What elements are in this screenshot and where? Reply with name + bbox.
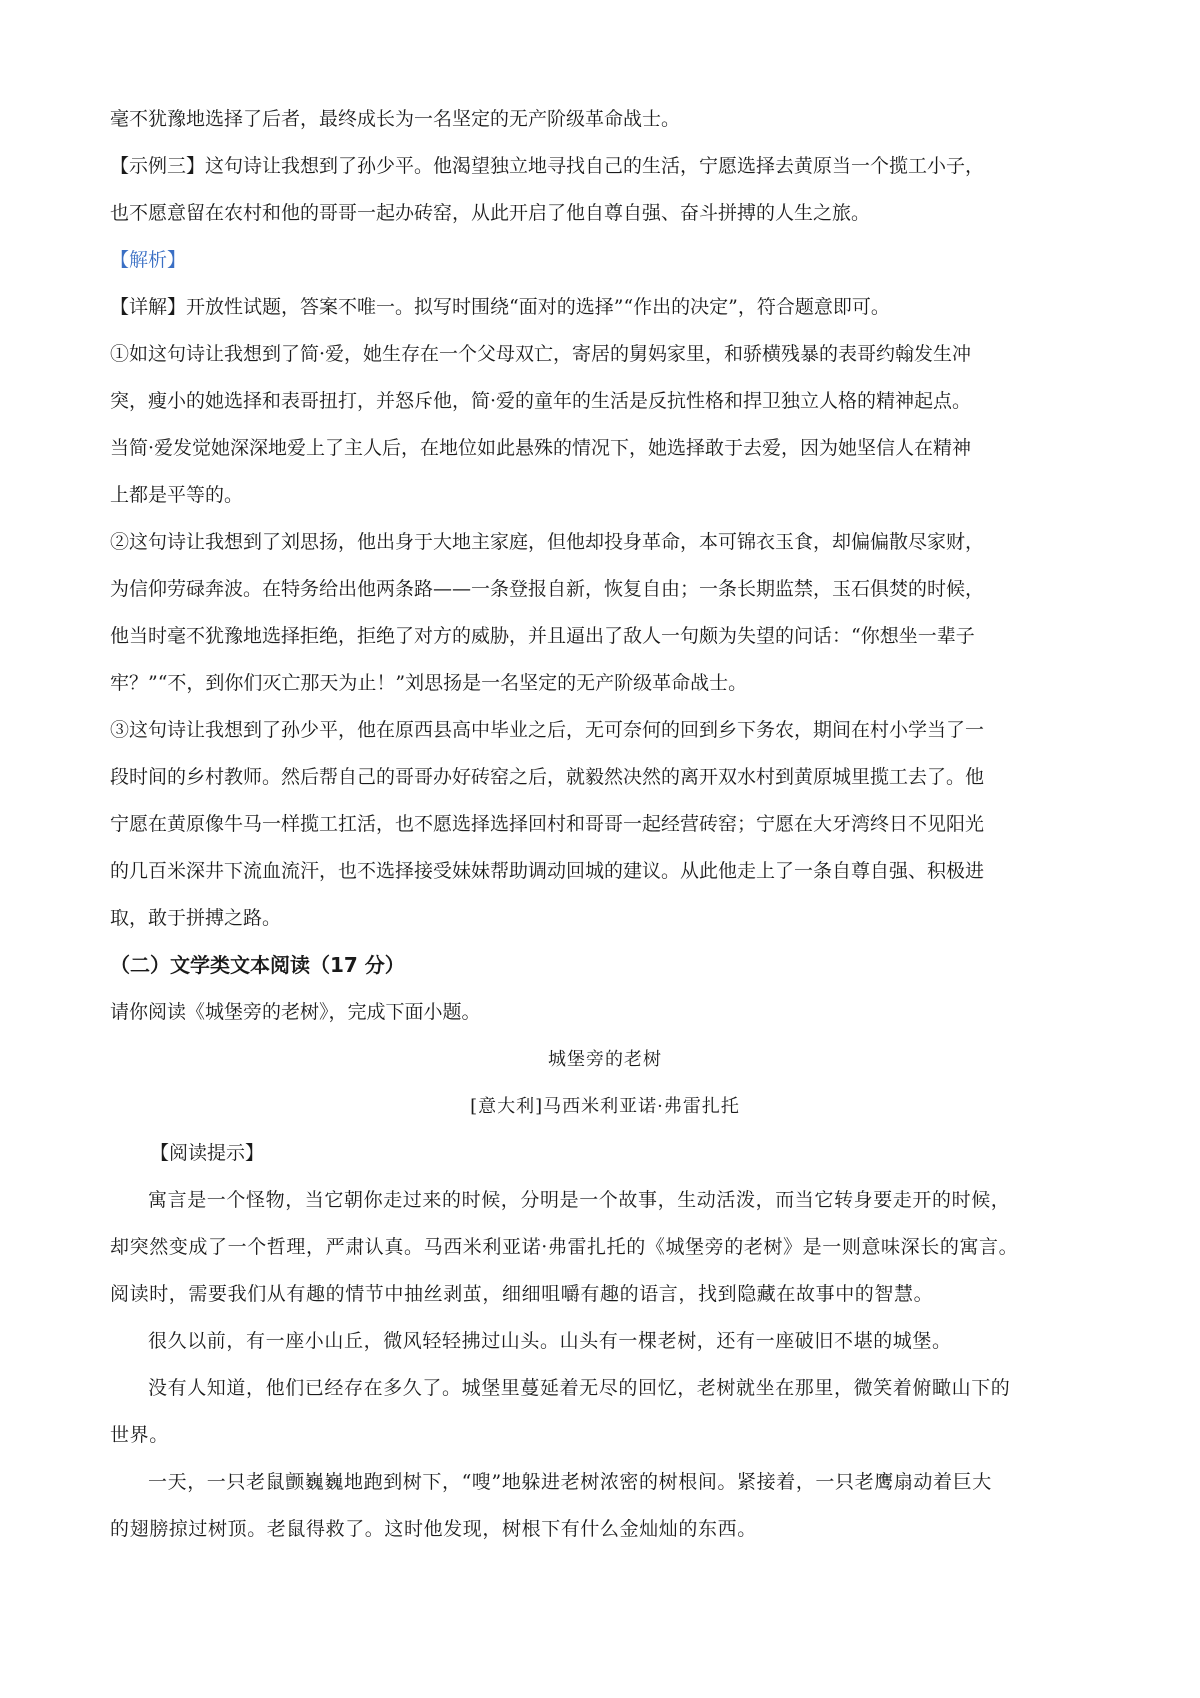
reading-instruction: 请你阅读《城堡旁的老树》，完成下面小题。 — [110, 1001, 481, 1023]
point3-line-2: 段时间的乡村教师。然后帮自己的哥哥办好砖窑之后，就毅然决然的离开双水村到黄原城里揽工去了。他 — [110, 766, 985, 788]
story-paragraph-3-line-1: 一天，一只老鼠颤巍巍地跑到树下，“嗖”地躲进老树浓密的树根间。紧接着，一只老鹰扇动着巨大 — [148, 1471, 992, 1493]
reading-hint-label: 【阅读提示】 — [150, 1142, 265, 1164]
hint-line-1: 寓言是一个怪物，当它朝你走过来的时候，分明是一个故事，生动活泼，而当它转身要走开的时候， — [148, 1189, 1011, 1211]
document-page — [110, 96, 1100, 1553]
example-three-line-2: 也不愿意留在农村和他的哥哥一起办砖窑，从此开启了他自尊自强、奋斗拼搏的人生之旅。 — [110, 202, 871, 224]
detail-line — [110, 284, 1100, 331]
story-paragraph-2-line-2: 世界。 — [110, 1424, 169, 1446]
story-paragraph-3-line-2: 的翅膀掠过树顶。老鼠得救了。这时他发现，树根下有什么金灿灿的东西。 — [110, 1518, 757, 1540]
story-title: 城堡旁的老树 — [548, 1049, 662, 1070]
point1-line-2: 突，瘦小的她选择和表哥扭打，并怒斥他，简·爱的童年的生活是反抗性格和捍卫独立人格的精神起点。 — [110, 390, 972, 412]
point2-line-3: 他当时毫不犹豫地选择拒绝，拒绝了对方的威胁，并且逼出了敌人一句颇为失望的问话：“你想坐一辈子 — [110, 625, 975, 647]
point3-line-3: 宁愿在黄原像牛马一样揽工扛活，也不愿选择选择回村和哥哥一起经营砖窑；宁愿在大牙湾终日不见阳光 — [110, 813, 985, 835]
story-paragraph-1: 很久以前，有一座小山丘，微风轻轻拂过山头。山头有一棵老树，还有一座破旧不堪的城堡。 — [148, 1330, 952, 1352]
section-two-heading: （二）文学类文本阅读（17 分） — [110, 953, 405, 977]
point3-line-4: 的几百米深井下流血流汗，也不选择接受妹妹帮助调动回城的建议。从此他走上了一条自尊自强、积极进 — [110, 860, 985, 882]
point1-line-1: ①如这句诗让我想到了简·爱，她生存在一个父母双亡，寄居的舅妈家里，和骄横残暴的表哥约翰发生冲 — [110, 343, 972, 365]
story-paragraph-2-line-1: 没有人知道，他们已经存在多久了。城堡里蔓延着无尽的回忆，老树就坐在那里，微笑着俯瞰山下的 — [148, 1377, 1011, 1399]
point3-line-1: ③这句诗让我想到了孙少平，他在原西县高中毕业之后，无可奈何的回到乡下务农，期间在村小学当了一 — [110, 719, 985, 741]
example-three-line-1 — [110, 143, 1100, 190]
point2-line-1: ②这句诗让我想到了刘思扬，他出身于大地主家庭，但他却投身革命，本可锦衣玉食，却偏偏散尽家财， — [110, 531, 985, 553]
answer-tail: 毫不犹豫地选择了后者，最终成长为一名坚定的无产阶级革命战士。 — [110, 108, 681, 130]
point2-line-2: 为信仰劳碌奔波。在特务给出他两条路——一条登报自新，恢复自由；一条长期监禁，玉石俱焚的时候， — [110, 578, 985, 600]
analysis-label: 【解析】 — [110, 249, 187, 271]
detail-label: 【详解】 — [110, 296, 187, 318]
hint-line-2: 却突然变成了一个哲理，严肃认真。马西米利亚诺·弗雷扎托的《城堡旁的老树》是一则意味深长的寓言。 — [110, 1236, 1019, 1258]
point3-line-5: 取，敢于拼搏之路。 — [110, 907, 282, 929]
point1-line-4: 上都是平等的。 — [110, 484, 244, 506]
example-three-label: 【示例三】 — [110, 155, 206, 177]
example-three-text-1: 这句诗让我想到了孙少平。他渴望独立地寻找自己的生活，宁愿选择去黄原当一个揽工小子， — [205, 155, 985, 177]
point1-line-3: 当简·爱发觉她深深地爱上了主人后，在地位如此悬殊的情况下，她选择敢于去爱，因为她坚信人在精神 — [110, 437, 972, 459]
detail-text: 开放性试题，答案不唯一。拟写时围绕“面对的选择”“作出的决定”，符合题意即可。 — [186, 296, 890, 318]
point2-line-4: 牢？”“不，到你们灭亡那天为止！”刘思扬是一名坚定的无产阶级革命战士。 — [110, 672, 748, 694]
hint-line-3: 阅读时，需要我们从有趣的情节中抽丝剥茧，细细咀嚼有趣的语言，找到隐藏在故事中的智慧。 — [110, 1283, 934, 1305]
story-author: [意大利]马西米利亚诺·弗雷扎托 — [470, 1096, 740, 1117]
